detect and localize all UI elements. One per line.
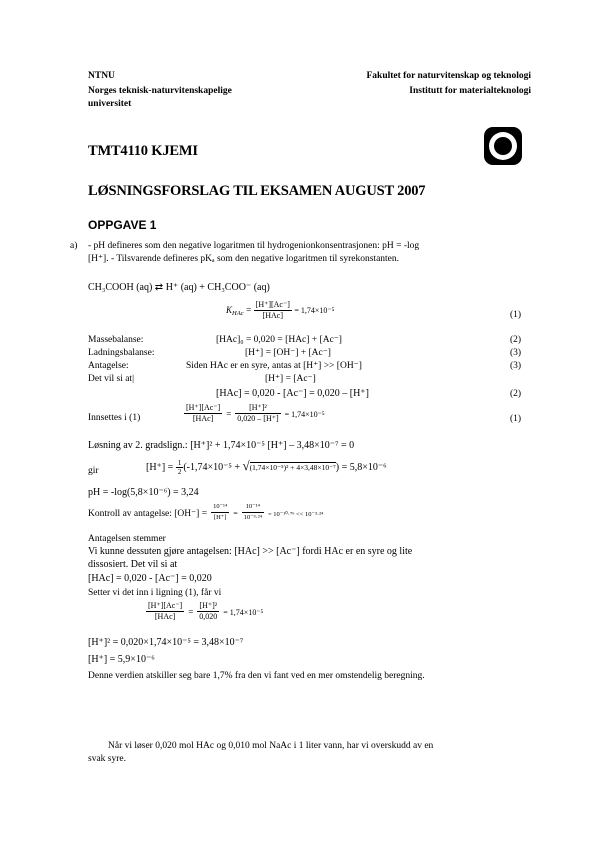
ladning-eq: [H⁺] = [OH⁻] + [Ac⁻] [245, 348, 331, 358]
header-ntnu: NTNU [88, 71, 115, 81]
header-institute: Institutt for materialteknologi [409, 86, 531, 96]
eq-number-3: (3) [510, 348, 522, 358]
losning-line: Løsning av 2. gradslign.: [H⁺]² + 1,74×10⁻⁵ [H⁺] – 3,48×10⁻⁷ = 0 [88, 440, 355, 451]
ph-result: pH = -log(5,8×10⁻⁶) = 3,24 [88, 487, 199, 498]
dessuten-line-2: dissosiert. Det vil si at [88, 559, 178, 570]
gir-expression: [H⁺] = $\frac{1}{2}$ (-1,74×10⁻⁵ + √(1,74×10⁻⁵)² + 4×3,48×10⁻⁷) = 5,8×10⁻⁶ [146, 457, 387, 476]
reaction-equation: CH₃COOH (aq) ⇄ H⁺ (aq) + CH₃COO⁻ (aq) [88, 282, 270, 293]
eq-number-1: (1) [510, 310, 522, 320]
ntnu-logo [484, 127, 522, 165]
kontroll-line: Kontroll av antagelse: [OH⁻] = $\frac{\text{10⁻¹⁴}}{[H^+]}$ = $\frac{\text{10⁻¹⁴}}{\text{10⁻³·²⁴}}$ = 10⁻¹⁰·⁷⁶ << 10⁻³·²⁴ [88, 503, 324, 521]
detvil-label: Det vil si at| [88, 374, 134, 384]
gir-label: gir [88, 466, 99, 476]
part-b-line-1: Når vi løser 0,020 mol HAc og 0,010 mol NaAc i 1 liter vann, har vi overskudd av en [108, 741, 434, 751]
setter-line: Setter vi det inn i ligning (1), får vi [88, 588, 222, 598]
part-a-label: a) [70, 241, 78, 251]
header-university-line2: universitet [88, 99, 132, 109]
part-b-line-2: svak syre. [88, 754, 126, 764]
h-line: [H⁺] = 5,9×10⁻⁶ [88, 654, 155, 665]
innsettes-label: Innsettes i (1) [88, 413, 141, 423]
eq-number-2: (2) [510, 335, 522, 345]
intro-line-1: - pH defineres som den negative logaritmen til hydrogenionkonsentrasjonen: pH = -log [88, 241, 420, 251]
section-heading: OPPGAVE 1 [88, 218, 157, 232]
kha-expression: $K_{HAc}$ = $\frac{[H^+][Ac^-]}{\text{[HAc]}}$ = 1,74×10⁻⁵ [226, 300, 335, 320]
innsettes-expression: $\frac{[H^+][Ac^-]}{\text{[HAc]}}$ = $\frac{\text{[H⁺]²}}{0,020 - [H^+]}$ = 1,74×10⁻⁵ [186, 403, 325, 423]
header-university-line1: Norges teknisk-naturvitenskapelige [88, 86, 232, 96]
hac-eq: [HAc] = 0,020 - [Ac⁻] = 0,020 – [H⁺] [216, 388, 369, 399]
setter-expression: $\frac{[H^+][Ac^-]}{\text{[HAc]}}$ = $\frac{\text{[H⁺]²}}{0,020}$ = 1,74×10⁻⁵ [148, 601, 264, 621]
hac-approx: [HAc] = 0,020 - [Ac⁻] = 0,020 [88, 573, 212, 584]
detvil-eq: [H⁺] = [Ac⁻] [265, 374, 316, 384]
eq-number-3b: (3) [510, 361, 522, 371]
massebalanse-eq: [HAc]₀ = 0,020 = [HAc] + [Ac⁻] [216, 335, 342, 345]
antagelse-label: Antagelse: [88, 361, 129, 371]
massebalanse-label: Massebalanse: [88, 335, 144, 345]
intro-line-2: [H⁺]. - Tilsvarende defineres pKₐ som den negative logaritmen til syrekonstanten. [88, 254, 400, 264]
h2-line: [H⁺]² = 0,020×1,74×10⁻⁵ = 3,48×10⁻⁷ [88, 637, 244, 648]
eq-number-2b: (2) [510, 389, 522, 399]
antagelse-text: Siden HAc er en syre, antas at [H⁺] >> [OH⁻] [186, 361, 362, 371]
ladning-label: Ladningsbalanse: [88, 348, 155, 358]
stemmer-line: Antagelsen stemmer [88, 534, 166, 544]
avviker-line: Denne verdien atskiller seg bare 1,7% fra den vi fant ved en mer omstendelig beregning. [88, 671, 425, 681]
header-faculty: Fakultet for naturvitenskap og teknologi [366, 71, 531, 81]
dessuten-line-1: Vi kunne dessuten gjøre antagelsen: [HAc] >> [Ac⁻] fordi HAc er en syre og lite [88, 546, 413, 557]
document-title: LØSNINGSFORSLAG TIL EKSAMEN AUGUST 2007 [88, 183, 426, 199]
course-title: TMT4110 KJEMI [88, 143, 198, 159]
eq-number-1b: (1) [510, 414, 522, 424]
